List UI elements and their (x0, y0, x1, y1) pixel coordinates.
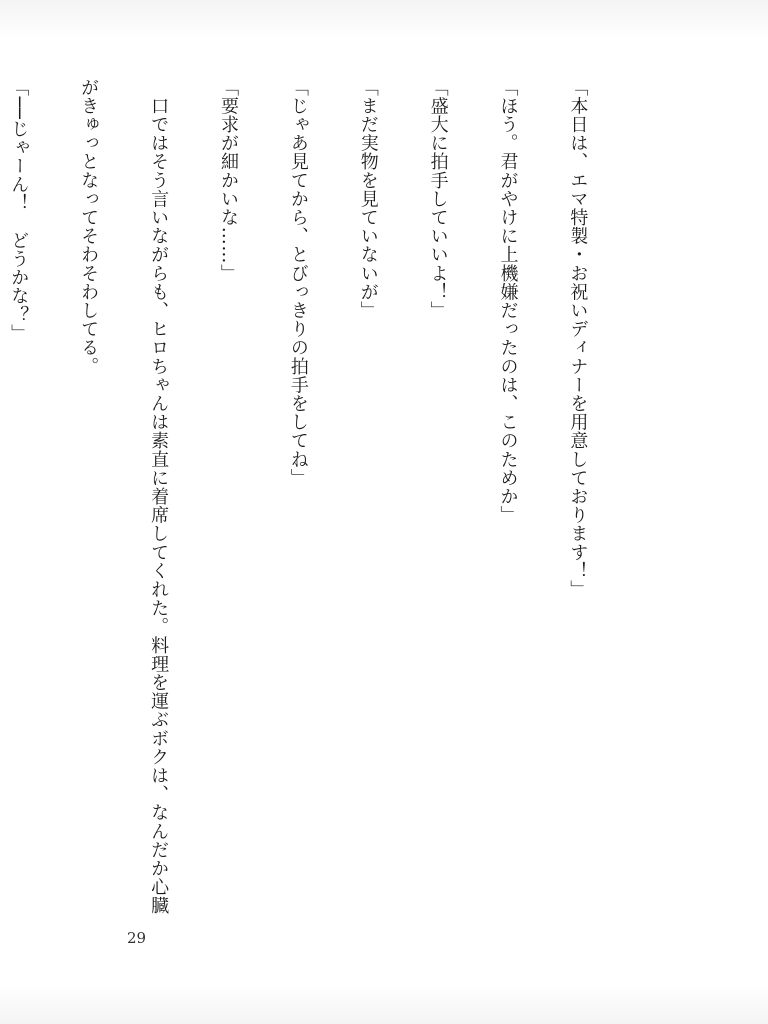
text-line: 「──じゃーん！ どうかな？」 (8, 78, 30, 343)
vertical-text-body (0, 78, 636, 930)
text-line: 「盛大に拍手していいよ！」 (427, 78, 449, 320)
page-number: 29 (127, 929, 147, 947)
text-line: 「本日は、エマ特製・お祝いディナーを用意しております！」 (567, 78, 589, 599)
text-line: 「要求が細かいな……」 (217, 78, 239, 283)
text-line: 「じゃあ見てから、とびっきりの拍手をしてね」 (287, 78, 309, 488)
text-line: 口ではそう言いながらも、ヒロちゃんは素直に着席してくれた。料理を運ぶボクは、なんだか心臓 (148, 78, 170, 915)
text-line: 「まだ実物を見ていないが」 (357, 78, 379, 320)
text-line: 「ほう。君がやけに上機嫌だったのは、このためか」 (497, 78, 519, 525)
text-line: がきゅっとなってそわそわしてる。 (78, 78, 100, 376)
